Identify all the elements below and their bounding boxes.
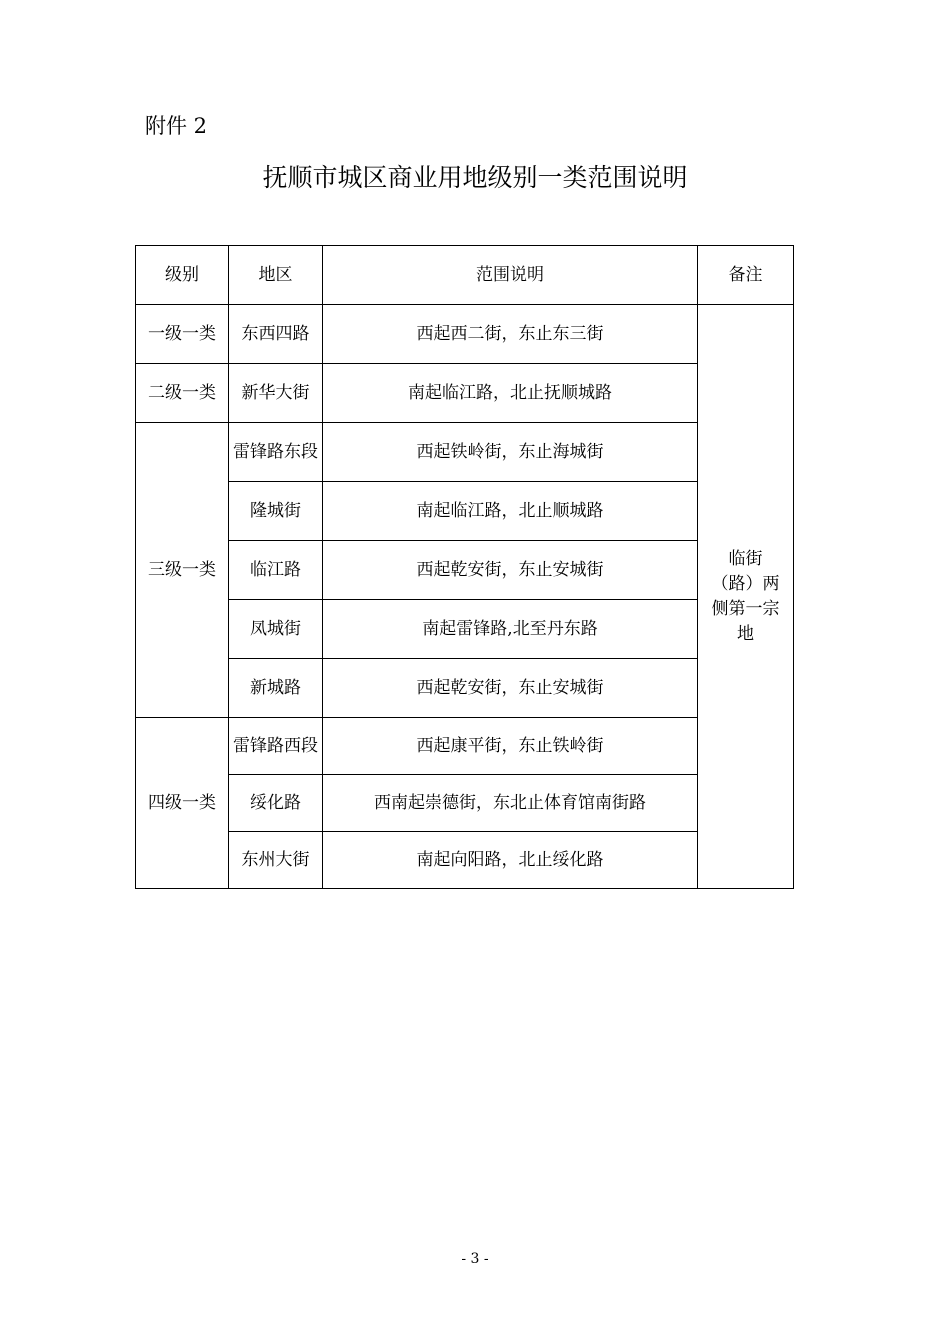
note-cell xyxy=(698,305,794,889)
area-cell: 东西四路 xyxy=(229,305,323,364)
area-cell: 绥化路 xyxy=(229,775,323,832)
area-cell: 新华大街 xyxy=(229,364,323,423)
scope-cell: 西起铁岭街，东止海城街 xyxy=(323,423,698,482)
scope-cell: 南起向阳路，北止绥化路 xyxy=(323,832,698,889)
attachment-label: 附件 2 xyxy=(145,114,208,138)
land-grade-table xyxy=(135,245,794,889)
table-row xyxy=(136,600,794,659)
table-row xyxy=(136,423,794,482)
scope-cell: 西起康平街，东止铁岭街 xyxy=(323,718,698,775)
scope-cell: 西起乾安街，东止安城街 xyxy=(323,541,698,600)
scope-cell: 西起乾安街，东止安城街 xyxy=(323,659,698,718)
table-row xyxy=(136,718,794,775)
table-row xyxy=(136,364,794,423)
table-row xyxy=(136,659,794,718)
scope-cell: 西南起崇德街，东北止体育馆南街路 xyxy=(323,775,698,832)
page-number: - 3 - xyxy=(461,1251,489,1267)
header-area: 地区 xyxy=(229,246,323,305)
document-title: 抚顺市城区商业用地级别一类范围说明 xyxy=(262,163,688,192)
area-cell: 临江路 xyxy=(229,541,323,600)
grade-cell: 四级一类 xyxy=(136,718,229,889)
header-grade: 级别 xyxy=(136,246,229,305)
table-header-row xyxy=(136,246,794,305)
header-note: 备注 xyxy=(698,246,794,305)
area-cell: 凤城街 xyxy=(229,600,323,659)
area-cell: 雷锋路东段 xyxy=(229,423,323,482)
area-cell: 新城路 xyxy=(229,659,323,718)
grade-cell: 三级一类 xyxy=(136,423,229,718)
note-text: 临街（路）两侧第一宗地 xyxy=(711,548,780,644)
table-row xyxy=(136,832,794,889)
grade-cell: 一级一类 xyxy=(136,305,229,364)
table-row xyxy=(136,541,794,600)
table-row xyxy=(136,482,794,541)
grade-cell: 二级一类 xyxy=(136,364,229,423)
header-scope: 范围说明 xyxy=(323,246,698,305)
area-cell: 东州大街 xyxy=(229,832,323,889)
scope-cell: 南起临江路，北止顺城路 xyxy=(323,482,698,541)
area-cell: 雷锋路西段 xyxy=(229,718,323,775)
scope-cell: 南起临江路，北止抚顺城路 xyxy=(323,364,698,423)
area-cell: 隆城街 xyxy=(229,482,323,541)
table-row xyxy=(136,305,794,364)
scope-cell: 南起雷锋路,北至丹东路 xyxy=(323,600,698,659)
table-row xyxy=(136,775,794,832)
scope-cell: 西起西二街，东止东三街 xyxy=(323,305,698,364)
